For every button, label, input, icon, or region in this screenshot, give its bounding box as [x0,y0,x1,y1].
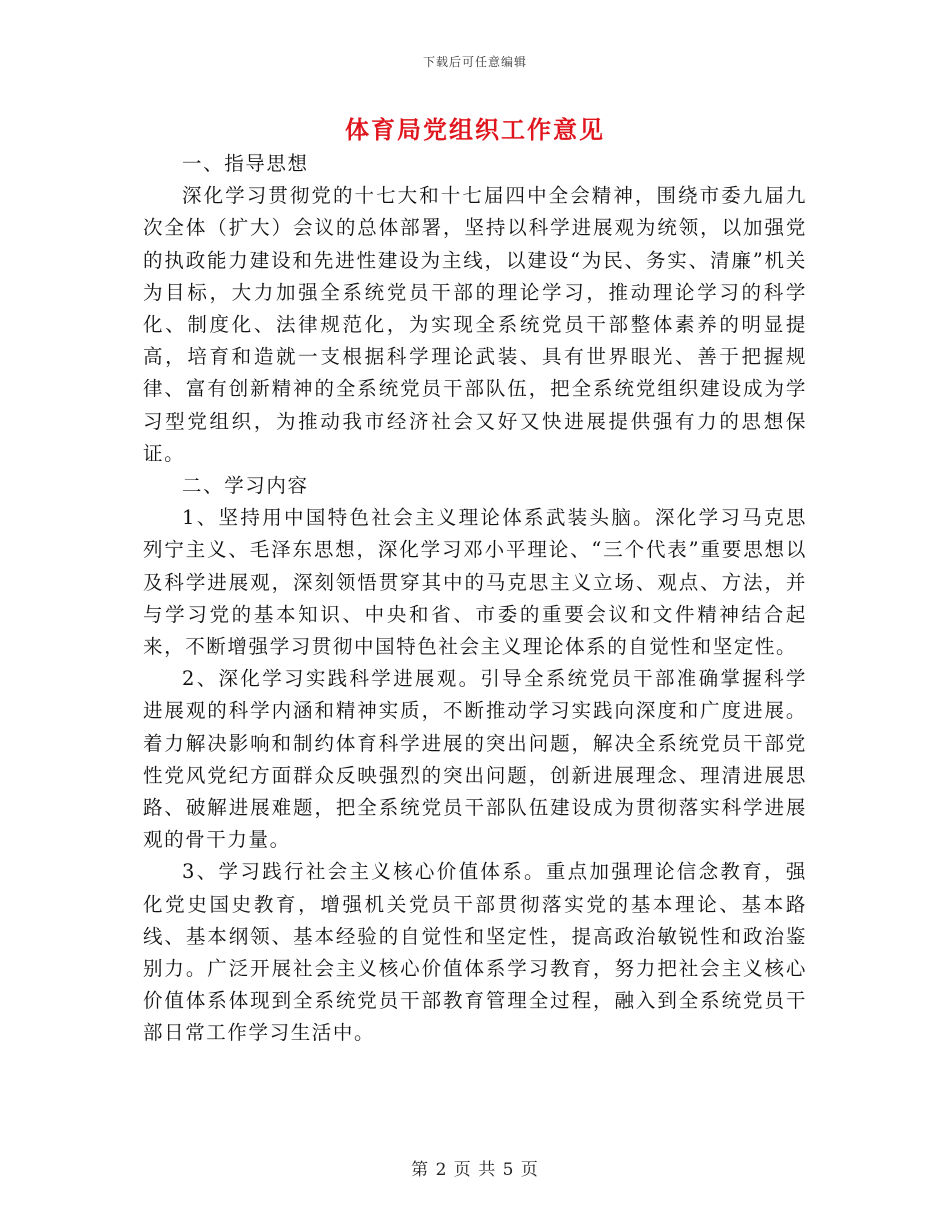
paragraph-study-content-3: 3、学习践行社会主义核心价值体系。重点加强理论信念教育，强化党史国史教育，增强机关党员干部贯彻落实党的基本理论、基本路线、基本纲领、基本经验的自觉性和坚定性，提高政治敏锐性和政治鉴别力。广泛开展社会主义核心价值体系学习教育，努力把社会主义核心价值体系体现到全系统党员干部教育管理全过程，融入到全系统党员干部日常工作学习生活中。 [143,860,807,1045]
page-number-footer: 第 2 页 共 5 页 [411,1160,539,1180]
section-heading-guiding-thought: 一、指导思想 [182,152,309,175]
paragraph-study-content-2: 2、深化学习实践科学进展观。引导全系统党员干部准确掌握科学进展观的科学内涵和精神实质，不断推动学习实践向深度和广度进展。着力解决影响和制约体育科学进展的突出问题，解决全系统党员干部党性党风党纪方面群众反映强烈的突出问题，创新进展理念、理清进展思路、破解进展难题，把全系统党员干部队伍建设成为贯彻落实科学进展观的骨干力量。 [143,667,807,852]
paragraph-guiding-thought: 深化学习贯彻党的十七大和十七届四中全会精神，围绕市委九届九次全体（扩大）会议的总体部署，坚持以科学进展观为统领，以加强党的执政能力建设和先进性建设为主线，以建设“为民、务实、清廉”机关为目标，大力加强全系统党员干部的理论学习，推动理论学习的科学化、制度化、法律规范化，为实现全系统党员干部整体素养的明显提高，培育和造就一支根据科学理论武装、具有世界眼光、善于把握规律、富有创新精神的全系统党员干部队伍，把全系统党组织建设成为学习型党组织，为推动我市经济社会又好又快进展提供强有力的思想保证。 [143,184,807,465]
header-note: 下载后可任意编辑 [422,55,527,69]
paragraph-study-content-1: 1、坚持用中国特色社会主义理论体系武装头脑。深化学习马克思列宁主义、毛泽东思想，深化学习邓小平理论、“三个代表”重要思想以及科学进展观，深刻领悟贯穿其中的马克思主义立场、观点、方法，并与学习党的基本知识、中央和省、市委的重要会议和文件精神结合起来，不断增强学习贯彻中国特色社会主义理论体系的自觉性和坚定性。 [143,506,807,659]
section-heading-study-content: 二、学习内容 [182,474,309,498]
document-body [143,148,807,1050]
document-title: 体育局党组织工作意见 [345,115,605,144]
